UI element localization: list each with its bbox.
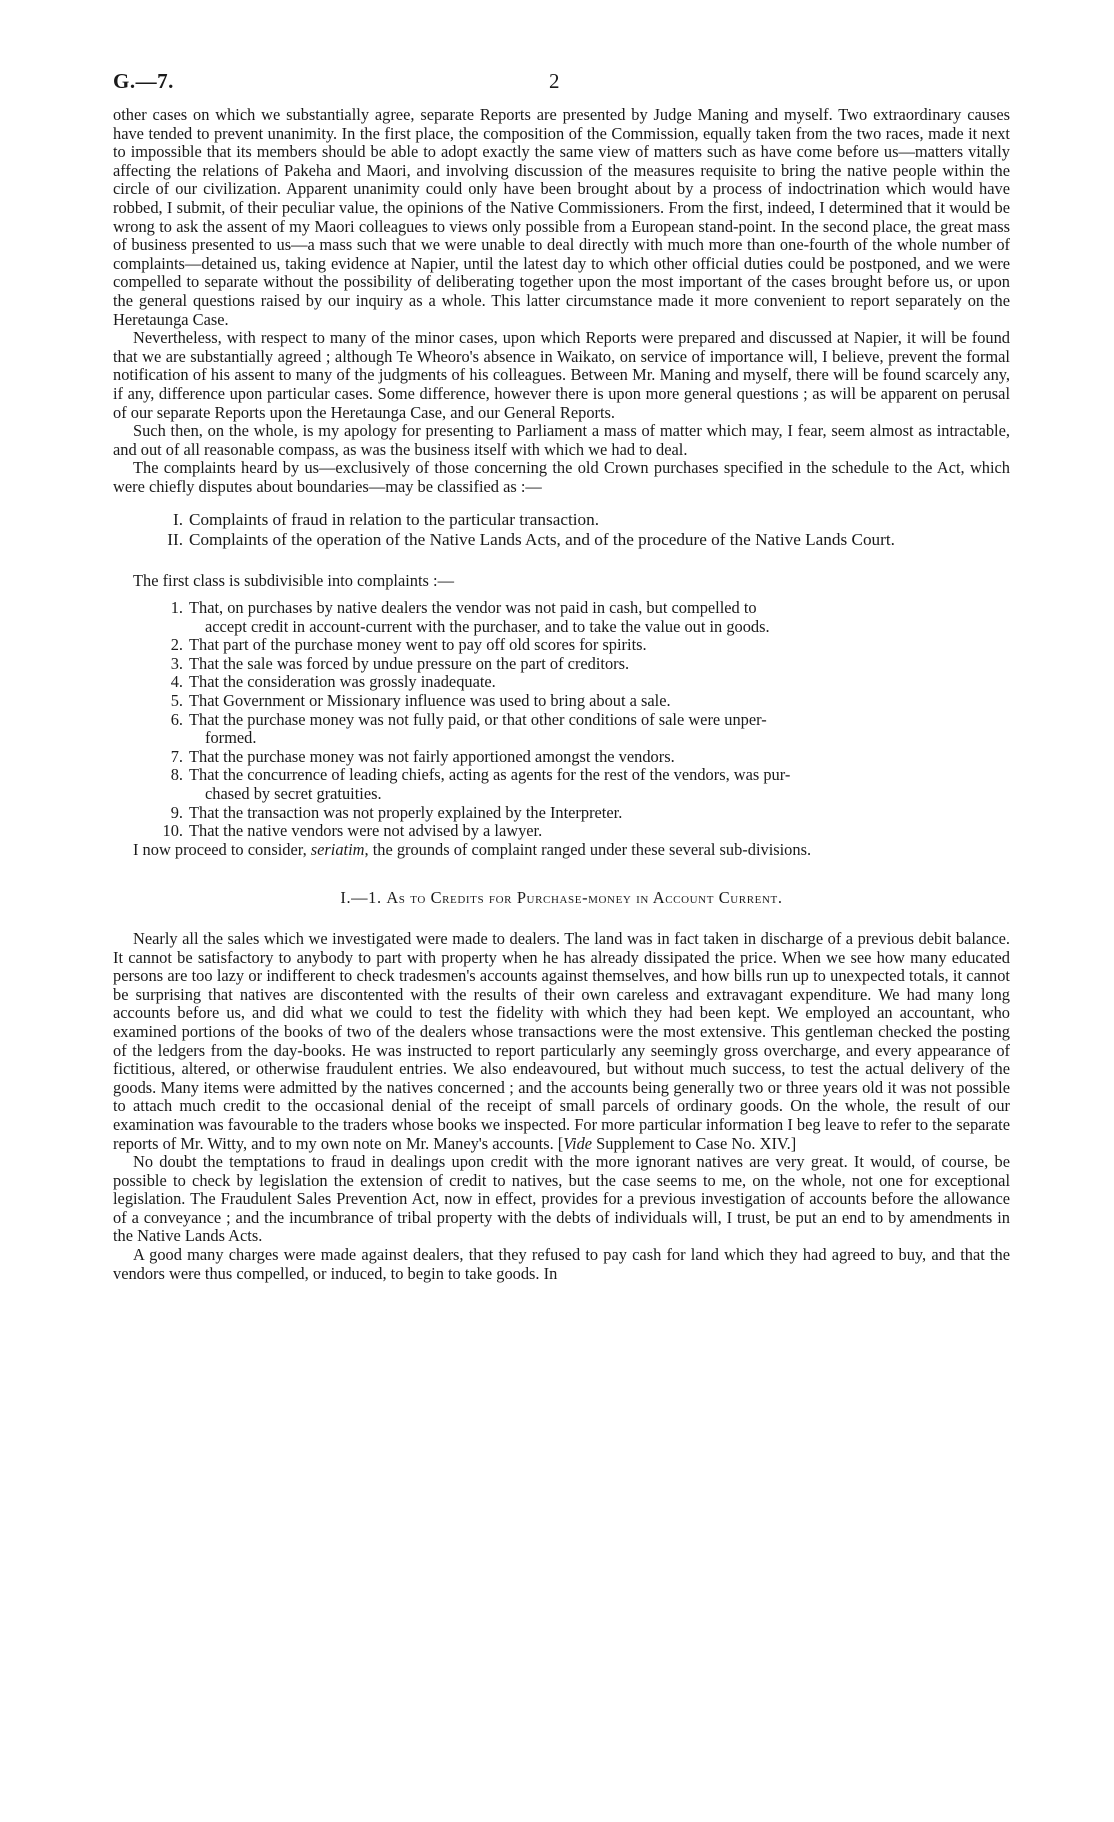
- list-item-number: 7.: [170, 746, 183, 766]
- paragraph-continuation: other cases on which we substantially agree, separate Reports are presented by Judge Maning and myself. Two extraordinary causes have tended to prevent unanimity. In the first place, the composition of the Commission, equally taken from the two races, made it next to impossible that its members should be able to adopt exactly the same view of matters such as have come before us—matters vitally affecting the relations of Pakeha and Maori, and involving discussion of the measures requisite to bring the native people within the circle of our civilization. Apparent unanimity could only have been brought about by a process of indoctrination which would have robbed, I submit, of their peculiar value, the opinions of the Native Commissioners. From the first, indeed, I determined that it would be wrong to ask the assent of my Maori colleagues to views only possible from a European stand-point. In the second place, the great mass of business presented to us—a mass such that we were unable to deal directly with much more than one-fourth of the whole number of complaints—detained us, taking evidence at Napier, until the latest day to which other official duties could be postponed, and we were compelled to separate without the possibility of deliberating together upon the most important of the cases brought before us, or upon the general questions raised by our inquiry as a whole. This latter circumstance made it more convenient to report separately on the Heretaunga Case.: [113, 105, 1010, 329]
- list-item-number: 3.: [170, 653, 183, 673]
- list-item-text: That the consideration was grossly inadequate.: [189, 672, 496, 692]
- list-item-text: Complaints of fraud in relation to the particular transaction.: [189, 510, 599, 530]
- paragraph-credits-dealers: [113, 930, 1010, 1153]
- list-item-text: That part of the purchase money went to pay off old scores for spirits.: [189, 635, 647, 655]
- credits-text-before: Nearly all the sales which we investigated were made to dealers. The land was in fact taken in discharge of a previous debit balance. It cannot be satisfactory to anybody to part with property when he has already dissipated the price. When we see how many educated persons are too lazy or indifferent to check tradesmen's accounts against themselves, and how bills run up to unexpected totals, it cannot be surprising that natives are discontented with the results of their own careless and extravagant expenditure. We had many long accounts before us, and did what we could to test the fidelity with which they had been kept. We employed an accountant, who examined portions of the books of two of the dealers whose transactions were the most extensive. This gentleman checked the posting of the ledgers from the day-books. He was instructed to report particularly any seemingly gross overcharge, and every appearance of fictitious, altered, or otherwise fraudulent entries. We also endeavoured, but without much success, to test the actual delivery of the goods. Many items were admitted by the natives concerned ; and the accounts being generally two or three years old it was not possible to attach much credit to the occasional denial of the receipt of small parcels of ordinary goods. On the whole, the result of our examination was favourable to the traders whose books we inspected. For more particular information I beg leave to refer to the separate reports of Mr. Witty, and to my own note on Mr. Maney's accounts. [: [113, 928, 1010, 1153]
- list-item-number: 10.: [162, 821, 183, 841]
- list-item-continuation: formed.: [205, 728, 257, 748]
- credits-italic-vide: Vide: [563, 1133, 593, 1153]
- list-item-text: That the purchase money was not fully paid, or that other conditions of sale were unper-: [189, 709, 767, 729]
- list-item-number: 8.: [170, 765, 183, 785]
- proceed-text-after: , the grounds of complaint ranged under these several sub-divisions.: [364, 839, 812, 859]
- list-item-text: That the native vendors were not advised by a lawyer.: [189, 821, 543, 841]
- document-reference: G.—7.: [113, 69, 174, 93]
- paragraph-proceed: [113, 841, 1010, 860]
- list-item-number: 5.: [170, 691, 183, 711]
- list-item: [113, 711, 1010, 748]
- list-item-number: I.: [172, 510, 183, 530]
- paragraph-temptations: No doubt the temptations to fraud in dealings upon credit with the more ignorant natives are very great. It would, of course, be possible to check by legislation the extension of credit to natives, but the case seems to me, on the whole, not one for exceptional legislation. The Fraudulent Sales Prevention Act, now in effect, provides for a previous investigation of accounts before the allowance of a conveyance ; and the incumbrance of tribal property with the debts of individuals will, I trust, be put an end to by amendments in the Native Lands Acts.: [113, 1152, 1010, 1246]
- list-item-text: Complaints of the operation of the Native Lands Acts, and of the procedure of the Native Lands Court.: [189, 530, 895, 550]
- list-item-text: That the transaction was not properly explained by the Interpreter.: [189, 802, 623, 822]
- list-item: [113, 692, 1010, 711]
- list-item-text: That the sale was forced by undue pressure on the part of creditors.: [189, 653, 630, 673]
- credits-text-after: Supplement to Case No. XIV.]: [592, 1133, 797, 1153]
- list-item-number: 6.: [170, 709, 183, 729]
- complaints-list: [113, 599, 1010, 841]
- list-item-number: 1.: [170, 598, 183, 618]
- complaint-classes-list: [113, 510, 1010, 550]
- list-item: [113, 530, 1010, 550]
- section-heading-title: As to Credits for Purchase-money in Account Current.: [386, 888, 783, 908]
- list-item-text: That, on purchases by native dealers the vendor was not paid in cash, but compelled to: [189, 598, 757, 618]
- list-item: [113, 636, 1010, 655]
- paragraph-apology: Such then, on the whole, is my apology for presenting to Parliament a mass of matter which may, I fear, seem almost as intractable, and out of all reasonable compass, as was the business itself with which we had to deal.: [113, 421, 1010, 459]
- first-class-intro: The first class is subdivisible into complaints :—: [133, 571, 454, 591]
- paragraph-classification: The complaints heard by us—exclusively of those concerning the old Crown purchases specified in the schedule to the Act, which were chiefly disputes about boundaries—may be classified as :—: [113, 458, 1010, 496]
- list-item-text: That Government or Missionary influence was used to bring about a sale.: [189, 691, 671, 711]
- proceed-italic: seriatim: [310, 839, 365, 859]
- list-item-continuation: chased by secret gratuities.: [205, 784, 382, 803]
- paragraph-nevertheless: Nevertheless, with respect to many of the minor cases, upon which Reports were prepared and discussed at Napier, it will be found that we are substantially agreed ; although Te Wheoro's absence in Waikato, on service of importance will, I believe, prevent the formal notification of his assent to many of the judgments of his colleagues. Between Mr. Maning and myself, there will be found scarcely any, if any, difference upon particular cases. Some difference, however there is upon more general questions ; as will be apparent on perusal of our separate Reports upon the Heretaunga Case, and our General Reports.: [113, 328, 1010, 422]
- list-item: [113, 655, 1010, 674]
- list-item-text: That the purchase money was not fairly apportioned amongst the vendors.: [189, 746, 675, 766]
- section-heading: [113, 889, 1010, 908]
- list-item: [113, 766, 1010, 803]
- paragraph-charges: A good many charges were made against dealers, that they refused to pay cash for land which they had agreed to buy, and that the vendors were thus compelled, or induced, to begin to take goods. In: [113, 1245, 1010, 1283]
- list-item-number: II.: [167, 530, 183, 550]
- list-item: [113, 599, 1010, 636]
- page-number: 2: [549, 69, 560, 93]
- list-item: [113, 748, 1010, 767]
- list-item: [113, 804, 1010, 823]
- list-item-number: 4.: [170, 672, 183, 692]
- list-item: [113, 822, 1010, 841]
- list-item-number: 9.: [170, 802, 183, 822]
- proceed-text-before: I now proceed to consider,: [133, 839, 311, 859]
- list-item: [113, 673, 1010, 692]
- section-heading-number: I.—1.: [340, 888, 382, 908]
- list-item: [113, 510, 1010, 530]
- list-item-number: 2.: [170, 635, 183, 655]
- list-item-text: That the concurrence of leading chiefs, acting as agents for the rest of the vendors, was pur-: [189, 765, 791, 785]
- list-item-continuation: accept credit in account-current with the purchaser, and to take the value out in goods.: [205, 616, 770, 636]
- page-header: [113, 69, 1010, 106]
